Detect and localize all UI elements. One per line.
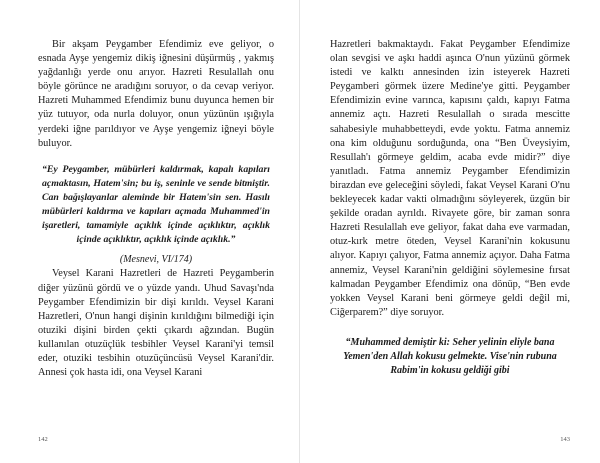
left-text-column	[38, 38, 274, 380]
right-text-column	[330, 38, 570, 378]
right-paragraph-1: Hazretleri bakmaktaydı. Fakat Peygamber Efendimize olan sevgisi ve aşkı haddi aşınca O'nun yüzünü görmek istedi ve kalktı annesinden izin isteyerek Hazreti Peygamberi görmek üzere Medine'ye gitti. Peygamber Efendimizin evine varınca, kapısını çaldı, kapıyı Fatma annemiz açtı. Hazreti Resulallah o sırada mescitte sahabesiyle muhabbetteydi, evde yoktu. Fatma annemiz ona kim olduğunu sorduğunda, ona “Ben Üveysiyim, Resullah'ı görmeye geldim, acaba evde midir?” diye yanıtladı. Fatma annemiz Peygamber Efendimizin birazdan eve geleceğini söyledi, fakat Veysel Karani O'nu bekleyecek kadar vakti olmadığını söyleyerek, üzgün bir şekilde oradan ayrıldı. Rivayete göre, bir zaman sonra Hazreti Resulallah eve geliyor, fakat daha eve varmadan, otuz-kırk metre öteden, Veysel Karani'nin kokusunu alıyor. Kapıyı çalıyor, Fatma annemiz açıyor. Daha Fatma annemiz, Veysel Karani'nin geldiğini söylemesine fırsat kalmadan Peygamber Efendimiz ona dönüp, “Ben evde yokken Veysel Karani beni görmeye geldi değil mi, Ciğerparem?” diye soruyor.	[330, 39, 570, 318]
left-paragraph-2: Veysel Karani Hazretleri de Hazreti Peygamberin diğer yüzünü gördü ve o yüzde yandı. Uhud Savaşı'nda Peygamber Efendimizin bir dişi kırıldı. Veysel Karani Hazretleri, O'nun hangi dişinin kırıldığını bilmediği için otuziki dişini birden çekti çıkardı ağzından. Bugün kullanılan otuzüçlük tesbihler Veysel Karani'yi temsil eder, otuziki tesbihin otuzüçüncüsü Veysel Karani'dir. Annesi çok hasta idi, ona Veysel Karani	[38, 268, 274, 379]
right-page	[300, 0, 600, 463]
mesnevi-quote	[42, 163, 270, 268]
page-number-right: 143	[560, 436, 570, 443]
hadith-quote: “Muhammed demiştir ki: Seher yelinin eliyle bana Yemen'den Allah kokusu gelmekte. Vise'nin rubuna Rabim'in kokusu geldiği gibi	[343, 336, 557, 376]
page-number-left: 142	[38, 436, 48, 443]
mesnevi-quote-text: “Ey Peygamber, mübürleri kaldırmak, kapalı kapıları açmaktasın, Hatem'sin; bu iş, seninle ve sende bitmiştir. Can bağışlayanlar aleminde bir Hatem'sin sen. Hasılı mübürleri kaldırma ve kapıları açmada Muhammed'in işaretleri, tamamiyle açıklık içinde açıklıktır, açıklık içinde açıklıktır, açıklık içinde açıklık.”	[42, 163, 270, 246]
quote-source: (Mesnevi, VI/174)	[119, 254, 193, 266]
left-paragraph-1: Bir akşam Peygamber Efendimiz eve geliyor, o esnada Ayşe yengemiz dikiş iğnesini düşürmüş , yakmış yağdanlığı yerde onu arıyor. Hazreti Resulallah onu böyle görünce ne aradığını soruyor, o da cevap veriyor. Hazreti Muhammed Efendimiz bunu duyunca hemen bir yüz tutuyor, oda nurla doluyor, onun yüzünün ışığıyla yerdeki iğne parıldıyor ve Ayşe yengemiz iğneyi böyle buluyor.	[38, 39, 274, 149]
